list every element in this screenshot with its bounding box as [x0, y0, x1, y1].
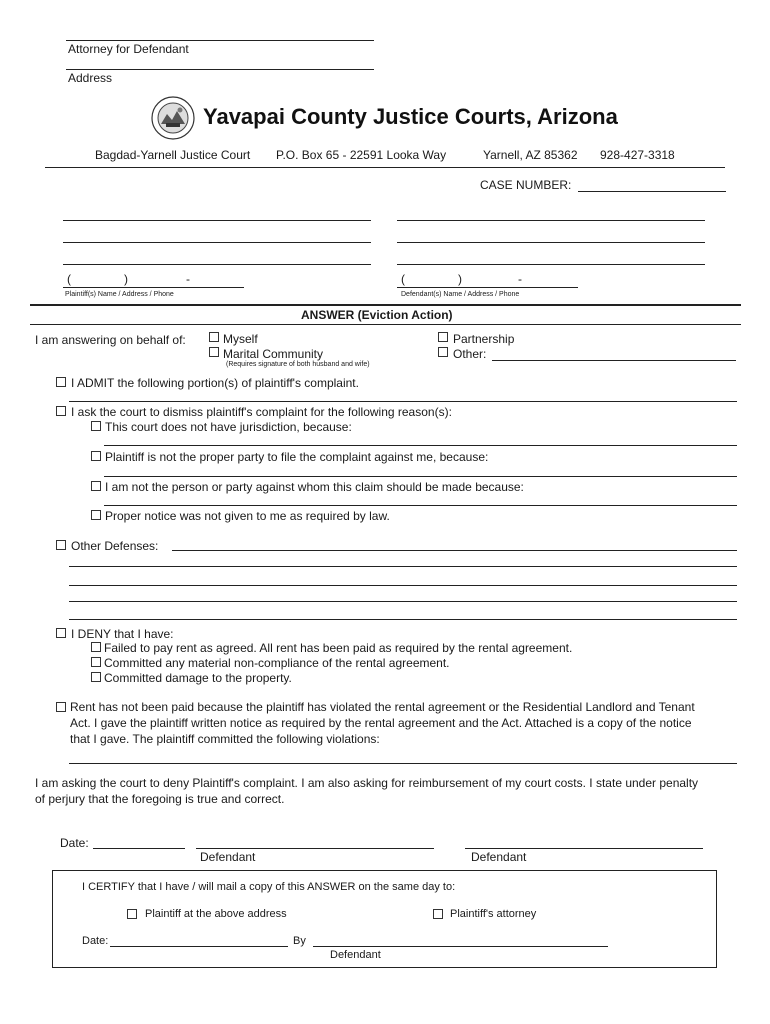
- admit-label: I ADMIT the following portion(s) of plaintiff's complaint.: [71, 376, 359, 390]
- deny-damage-checkbox[interactable]: [91, 672, 101, 682]
- deny-checkbox[interactable]: [56, 628, 66, 638]
- defendant-caption: Defendant(s) Name / Address / Phone: [401, 291, 520, 298]
- deny-label: I DENY that I have:: [71, 627, 174, 641]
- myself-label: Myself: [223, 332, 258, 346]
- certify-date-field[interactable]: [110, 946, 288, 947]
- defendant-phone-open: (: [401, 272, 405, 286]
- notice-label: Proper notice was not given to me as required by law.: [105, 509, 390, 523]
- court-po-box: P.O. Box 65 - 22591 Looka Way: [276, 148, 447, 162]
- sign-date-label: Date:: [60, 836, 89, 850]
- defendant-signature-2[interactable]: [465, 848, 703, 849]
- certify-address-label: Plaintiff at the above address: [145, 908, 287, 920]
- proper-party-label: Plaintiff is not the proper party to file the complaint against me, because:: [105, 450, 489, 464]
- marital-note: (Requires signature of both husband and wife): [226, 361, 370, 368]
- attorney-address-line[interactable]: [66, 69, 374, 70]
- defendant-line-1[interactable]: [397, 220, 705, 221]
- header-divider: [45, 167, 725, 168]
- statement-line-2: of perjury that the foregoing is true and correct.: [35, 792, 285, 806]
- other-defenses-field-5[interactable]: [69, 619, 737, 620]
- notice-checkbox[interactable]: [91, 510, 101, 520]
- behalf-label: I am answering on behalf of:: [35, 333, 186, 347]
- certify-by-field[interactable]: [313, 946, 608, 947]
- answer-top-rule: [30, 304, 741, 306]
- defendant-line-2[interactable]: [397, 242, 705, 243]
- rent-not-paid-line-1: Rent has not been paid because the plaintiff has violated the rental agreement or the Residential Landlord and Tenant: [70, 700, 695, 714]
- jurisdiction-label: This court does not have jurisdiction, because:: [105, 420, 352, 434]
- plaintiff-phone-open: (: [67, 272, 71, 286]
- other-defenses-field-3[interactable]: [69, 585, 737, 586]
- marital-label: Marital Community: [223, 347, 324, 361]
- sign-date-field[interactable]: [93, 848, 185, 849]
- deny-rent-label: Failed to pay rent as agreed. All rent has been paid as required by the rental agreement.: [104, 641, 573, 655]
- not-person-checkbox[interactable]: [91, 481, 101, 491]
- other-defenses-field-4[interactable]: [69, 601, 737, 602]
- plaintiff-line-1[interactable]: [63, 220, 371, 221]
- plaintiff-phone-dash: -: [186, 272, 190, 286]
- proper-party-checkbox[interactable]: [91, 451, 101, 461]
- proper-party-field[interactable]: [104, 476, 737, 477]
- dismiss-checkbox[interactable]: [56, 406, 66, 416]
- statement-line-1: I am asking the court to deny Plaintiff's complaint. I am also asking for reimbursement of my court costs. I state under penalty: [35, 776, 699, 790]
- plaintiff-line-2[interactable]: [63, 242, 371, 243]
- attorney-name-line[interactable]: [66, 40, 374, 41]
- plaintiff-phone-close: ): [124, 272, 128, 286]
- certify-attorney-checkbox[interactable]: [433, 909, 443, 919]
- attorney-label: Attorney for Defendant: [68, 42, 189, 56]
- admit-field[interactable]: [69, 401, 737, 402]
- certify-attorney-label: Plaintiff's attorney: [450, 908, 537, 920]
- other-defenses-label: Other Defenses:: [71, 539, 159, 553]
- rent-not-paid-checkbox[interactable]: [56, 702, 66, 712]
- jurisdiction-checkbox[interactable]: [91, 421, 101, 431]
- defendant-signature-1[interactable]: [196, 848, 434, 849]
- defendant-phone-close: ): [458, 272, 462, 286]
- marital-checkbox[interactable]: [209, 347, 219, 357]
- answer-heading: ANSWER (Eviction Action): [301, 308, 453, 322]
- other-defenses-checkbox[interactable]: [56, 540, 66, 550]
- case-number-label: CASE NUMBER:: [480, 178, 572, 192]
- court-city: Yarnell, AZ 85362: [483, 148, 578, 162]
- myself-checkbox[interactable]: [209, 332, 219, 342]
- partnership-checkbox[interactable]: [438, 332, 448, 342]
- rent-not-paid-line-3: that I gave. The plaintiff committed the following violations:: [70, 732, 380, 746]
- case-number-field[interactable]: [578, 191, 726, 192]
- deny-noncompliance-label: Committed any material non-compliance of the rental agreement.: [104, 656, 450, 670]
- deny-damage-label: Committed damage to the property.: [104, 671, 292, 685]
- dismiss-label: I ask the court to dismiss plaintiff's complaint for the following reason(s):: [71, 405, 452, 419]
- deny-noncompliance-checkbox[interactable]: [91, 657, 101, 667]
- admit-checkbox[interactable]: [56, 377, 66, 387]
- certify-date-label: Date:: [82, 935, 109, 947]
- other-defenses-field-1[interactable]: [172, 550, 737, 551]
- other-field[interactable]: [492, 360, 736, 361]
- defendant-phone-dash: -: [518, 272, 522, 286]
- answer-bottom-rule: [30, 324, 741, 325]
- partnership-label: Partnership: [453, 332, 515, 346]
- plaintiff-line-3[interactable]: [63, 264, 371, 265]
- plaintiff-phone-field[interactable]: [63, 287, 244, 288]
- certify-by-label: By: [293, 935, 306, 947]
- certify-address-checkbox[interactable]: [127, 909, 137, 919]
- not-person-field[interactable]: [104, 505, 737, 506]
- court-title: Yavapai County Justice Courts, Arizona: [203, 104, 618, 129]
- not-person-label: I am not the person or party against whom this claim should be made because:: [105, 480, 524, 494]
- other-label: Other:: [453, 347, 487, 361]
- defendant-line-3[interactable]: [397, 264, 705, 265]
- defendant-phone-field[interactable]: [397, 287, 578, 288]
- deny-rent-checkbox[interactable]: [91, 642, 101, 652]
- address-label: Address: [68, 71, 113, 85]
- other-checkbox[interactable]: [438, 347, 448, 357]
- plaintiff-caption: Plaintiff(s) Name / Address / Phone: [65, 291, 174, 298]
- violations-field[interactable]: [69, 763, 737, 764]
- certify-defendant-label: Defendant: [330, 949, 381, 961]
- court-name: Bagdad-Yarnell Justice Court: [95, 148, 251, 162]
- defendant-label-1: Defendant: [200, 850, 256, 864]
- defendant-label-2: Defendant: [471, 850, 527, 864]
- rent-not-paid-line-2: Act. I gave the plaintiff written notice as required by the rental agreement and the Act. Attached is a copy of the notice: [70, 716, 692, 730]
- jurisdiction-field[interactable]: [104, 445, 737, 446]
- certify-text: I CERTIFY that I have / will mail a copy of this ANSWER on the same day to:: [82, 881, 456, 893]
- court-phone: 928-427-3318: [600, 148, 675, 162]
- county-seal-icon: [151, 96, 195, 140]
- other-defenses-field-2[interactable]: [69, 566, 737, 567]
